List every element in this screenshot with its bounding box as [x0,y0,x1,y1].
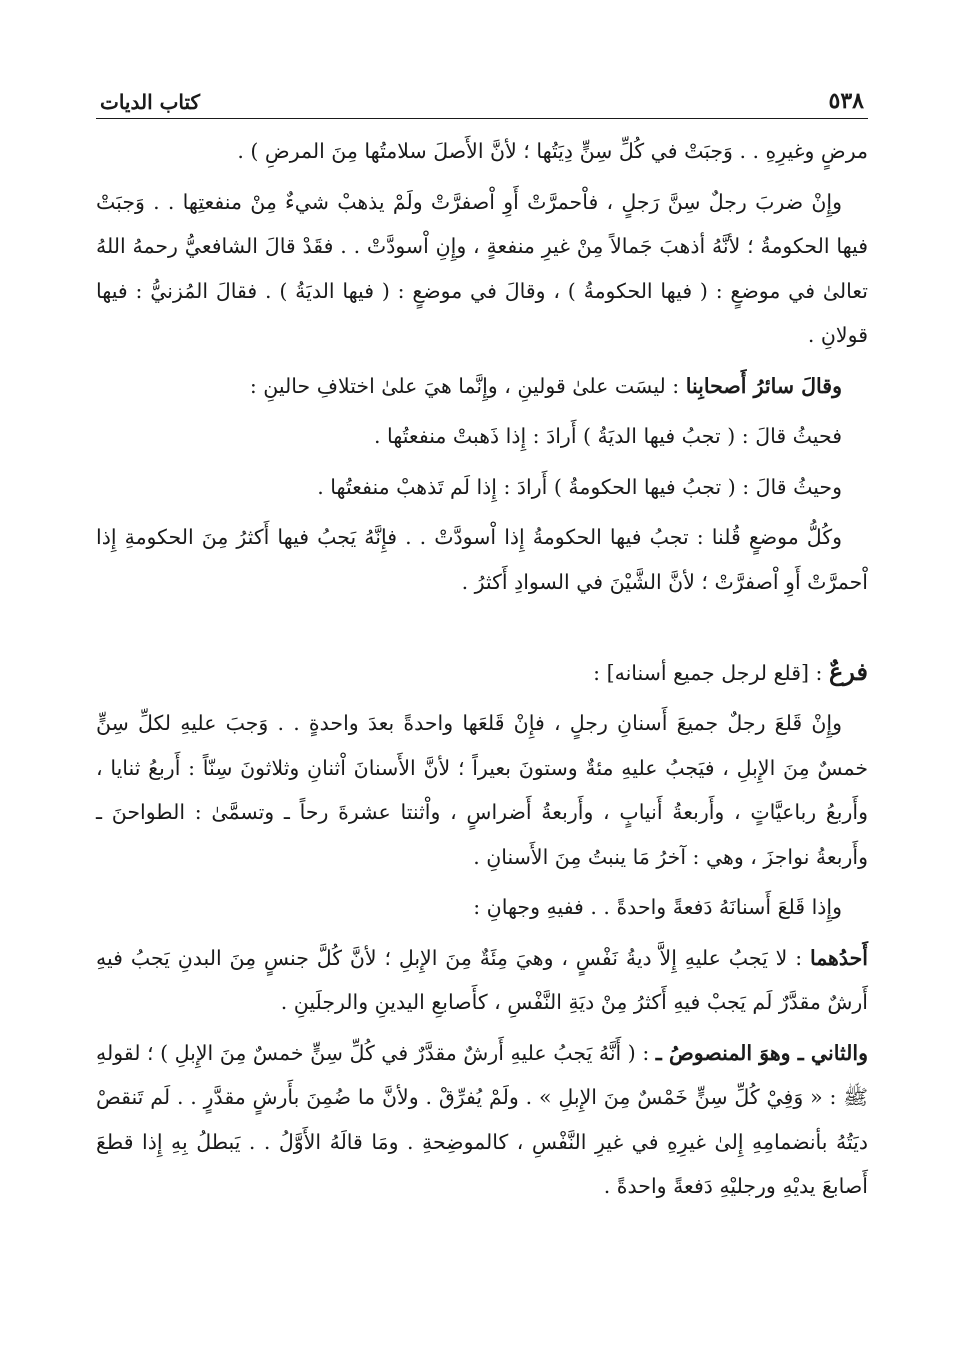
paragraph [96,364,868,409]
paragraph-text: : ( أَنَّهُ يَجبُ عليهِ أَرشٌ مقدَّرٌ في كُلِّ سِنٍّ خمسٌ مِنَ الإِبلِ ) ؛ لقولهِ ﷺ : « وَفِيْ كُلِّ سِنٍّ خَمْسٌ مِنَ الإِبلِ » . ولَمْ يُفرِّقْ . ولأنَّ ما ضُمِنَ بأَرشٍ مقدَّرٍ . . لَم تَنقصْ ديَتُهُ بأنضمامِهِ إِلىٰ غيرِهِ في غيرِ النَّفْسِ ، كالموضِحةِ . ومَا قالَهُ الأَوَّلُ . . يَبطلُ بِهِ إِذا قطعَ أَصابعَ يديْهِ ورجليْهِ دَفعةً واحدةً . [96,1040,868,1198]
paragraph-text: مرضٍ وغيرِهِ . . وَجبَتْ في كُلِّ سِنٍّ دِيَتُها ؛ لأنَّ الأَصلَ سلامتُها مِنَ المرضِ ) . [237,139,868,163]
paragraph-text: وإِذا قَلعَ أَسنانَهُ دَفعةً واحدةً . . ففيهِ وجهانِ : [473,895,842,919]
branch-heading [96,650,868,695]
chapter-title: كتاب الديات [100,90,201,114]
paragraph [96,515,868,604]
paragraph-lead: والثاني ـ وهوَ المنصوصُ ـ [655,1040,868,1065]
branch-title: : [قلع لرجل جميع أسنانه] : [593,661,829,685]
paragraph-text: وكُلُّ موضعٍ قُلنا : تجبُ فيها الحكومةُ إِذا اْسودَّتْ . . فإِنَّهُ يَجبُ فيها أَكثرُ مِنَ الحكومةِ إِذا اْحمرَّتْ أَوِ اْصفرَّتْ ؛ لأنَّ الشَّيْنَ في السوادِ أَكثرُ . [96,525,868,594]
paragraph-text: فحيثُ قالَ : ( تجبُ فيها الديَةُ ) أَرادَ : إِذا ذَهبتْ منفعتُها . [374,424,842,448]
section-gap [96,610,868,650]
page-number: ٥٣٨ [828,88,864,114]
paragraph [96,936,868,1025]
header-rule [96,118,868,119]
paragraph [96,701,868,879]
paragraph-text: وإِنْ قَلعَ رجلٌ جميعَ أَسنانِ رجلٍ ، فإِنْ قَلعَها واحدةً بعدَ واحدةٍ . . وَجبَ عليهِ لكلِّ سِنٍّ خمسٌ مِنَ الإِبلِ ، فيَجبُ عليهِ مئةٌ وستونَ بعيراً ؛ لأنَّ الأَسنانَ اْثنانِ وثلاثونَ سِنّاً : أَربعُ ثنايا ، وأَربعُ رباعيَّاتٍ ، وأَربعةُ أَنيابٍ ، وأَربعةُ أَضراسٍ ، واْثنتا عشرةَ رحاً ـ وتسمَّىٰ : الطواحنَ ـ وأَربعةُ نواجزَ ، وهي : آخرُ مَا ينبتُ مِنَ الأَسنانِ . [96,711,868,869]
paragraph [96,129,868,174]
paragraph [96,1031,868,1209]
paragraph-lead: أَحدُهما [809,945,868,970]
branch-label: فرعٌ [828,657,868,686]
paragraph [96,180,868,358]
paragraph-lead: وقالَ سائرُ أَصحابِنا [685,373,842,398]
paragraph-text: وإِنْ ضربَ رجلٌ سِنَّ رَجلٍ ، فاْحمرَّتْ أَوِ اْصفرَّتْ ولَمْ يذهبْ شيءٌ مِنْ منفعتِها . . وَجبَتْ فيها الحكومةُ ؛ لأنَّهُ أذهبَ جَمالاً مِنْ غيرِ منفعةٍ ، وإِنِ اْسودَّتْ . . فقَدْ قالَ الشافعيُّ رحمهُ اللهُ تعالىٰ في موضعٍ : ( فيها الحكومةُ ) ، وقالَ في موضعٍ : ( فيها الديَةُ ) . فقالَ المُزنيُّ : فيها قولانِ . [96,189,869,347]
paragraph-text: : لا يَجبُ عليهِ إِلاَّ ديةُ نَفْسٍ ، وهيَ مِئَةٌ مِنَ الإِبلِ ؛ لأنَّ كُلَّ جنسٍ مِنَ البدنِ يَجبُ فيهِ أَرشٌ مقدَّرٌ لَم يَجبْ فيهِ أَكثرُ مِنْ ديَةِ النَّفْسِ ، كأَصابعِ اليدينِ والرجلَينِ . [96,945,868,1014]
paragraph-text: : ليسَت علىٰ قولينِ ، وإِنَّما هيَ علىٰ اختلافِ حالينِ : [249,373,686,398]
running-header [96,80,868,114]
paragraph [96,885,868,930]
document-page [96,80,868,1215]
paragraph-text: وحيثُ قالَ : ( تجبُ فيها الحكومةُ ) أَرادَ : إِذا لَم تَذهبْ منفعتُها . [317,474,842,499]
paragraph [96,465,868,510]
paragraph [96,414,868,459]
